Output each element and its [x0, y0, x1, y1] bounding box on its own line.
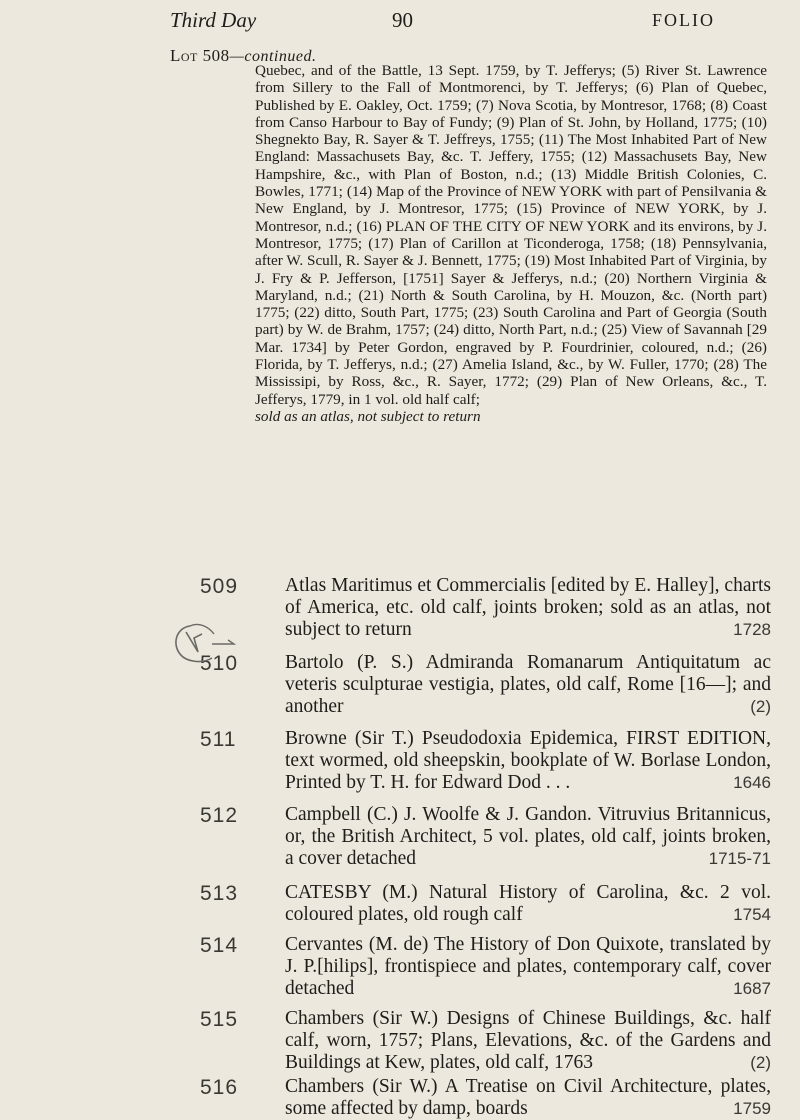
lot-number: 511 [200, 728, 237, 751]
lot-508-sold-note: sold as an atlas, not subject to return [255, 407, 481, 425]
lot-number: 510 [200, 652, 239, 675]
lot-date: 1715-71 [708, 849, 771, 868]
lot-number: 513 [200, 882, 239, 905]
lot-date: 1759 [733, 1099, 771, 1118]
lot-date: 1754 [733, 905, 771, 924]
lot-text: Bartolo (P. S.) Admiranda Romanarum Antiquitatum ac veteris sculpturae vestigia, plates, old calf, Rome [16—]; and another [285, 652, 771, 717]
lot-text: Browne (Sir T.) Pseudodoxia Epidemica, FIRST EDITION, text wormed, old sheepskin, bookplate of W. Borlase London, Printed by T. H. for Edward Dod . . . [285, 728, 771, 793]
lot-description [285, 728, 771, 794]
lot-description [285, 575, 771, 641]
lot-text: Chambers (Sir W.) Designs of Chinese Buildings, &c. half calf, worn, 1757; Plans, Elevations, &c. of the Gardens and Buildings at Kew, plates, old calf, 1763 [285, 1008, 771, 1073]
lot-description [285, 652, 771, 718]
lot-description [285, 934, 771, 1000]
lot-number: 514 [200, 934, 239, 957]
lot-number: 509 [200, 575, 239, 598]
running-head-day: Third Day [170, 8, 257, 32]
lot-description [285, 1076, 771, 1120]
lot-text: Campbell (C.) J. Woolfe & J. Gandon. Vitruvius Britannicus, or, the British Architect, 5 vol. plates, old calf, joints broken, a cover detached [285, 804, 771, 869]
lot-date: 1687 [733, 979, 771, 998]
lot-number: 515 [200, 1008, 239, 1031]
lot-text: Cervantes (M. de) The History of Don Quixote, translated by J. P.[hilips], frontispiece and plates, contemporary calf, cover detached [285, 934, 771, 999]
pencil-margin-mark [168, 614, 238, 670]
lot-date: (2) [750, 697, 771, 716]
lot-description [285, 1008, 771, 1074]
lot-description [285, 804, 771, 870]
lot-date: 1646 [733, 773, 771, 792]
lot-date: 1728 [733, 620, 771, 639]
lot-508-continued: —continued. [229, 48, 317, 65]
lot-text: Chambers (Sir W.) A Treatise on Civil Architecture, plates, some affected by damp, boards [285, 1076, 771, 1119]
lot-text: Atlas Maritimus et Commercialis [edited by E. Halley], charts of America, etc. old calf, joints broken; sold as an atlas, not subject to return [285, 575, 771, 640]
lot-number: 516 [200, 1076, 239, 1099]
lot-508-label-text: Lot 508 [170, 46, 230, 65]
running-head [0, 8, 800, 38]
lot-508-description [255, 62, 767, 425]
lot-description [285, 882, 771, 926]
page-number: 90 [392, 8, 413, 32]
lot-text: CATESBY (M.) Natural History of Carolina, &c. 2 vol. coloured plates, old rough calf [285, 882, 771, 925]
running-head-folio: FOLIO [652, 10, 715, 30]
lot-508-text: Quebec, and of the Battle, 13 Sept. 1759, by T. Jefferys; (5) River St. Lawrence from Sillery to the Fall of Montmorenci, by T. Jefferys; (6) Plan of Quebec, Published by E. Oakley, Oct. 1759; (7) Nova Scotia, by Montresor, 1768; (8) Coast from Canso Harbour to Bay of Fundy; (9) Plan of St. John, by Holland, 1775; (10) Shegnekto Bay, R. Sayer & T. Jeffreys, 1755; (11) The Most Inhabited Part of New England: Massachusets Bay, &c. T. Jeffery, 1755; (12) Massachusets Bay, New Hampshire, &c., with Plan of Boston, n.d.; (13) Middle British Colonies, C. Bowles, 1771; (14) Map of the Province of NEW YORK with part of Pensilvania & New England, by J. Montresor, 1775; (15) Province of NEW YORK, by J. Montresor, n.d.; (16) PLAN OF THE CITY OF NEW YORK and its environs, by J. Montresor, 1775; (17) Plan of Carillon at Ticonderoga, 1758; (18) Pennsylvania, after W. Scull, R. Sayer & J. Bennett, 1775; (19) Most Inhabited Part of Virginia, by J. Fry & P. Jefferson, [1751] Sayer & Jefferys, n.d.; (20) Northern Virginia & Maryland, n.d.; (21) North & South Carolina, by H. Mouzon, &c. (North part) 1775; (22) ditto, South Part, 1775; (23) South Carolina and Part of Georgia (South part) by W. de Brahm, 1757; (24) ditto, North Part, n.d.; (25) View of Savannah [29 Mar. 1734] by Peter Gordon, engraved by P. Fourdrinier, coloured, n.d.; (26) Florida, by T. Jefferys, n.d.; (27) Amelia Island, &c., by W. Fuller, 1770; (28) The Mississipi, by Ross, &c., R. Sayer, 1772; (29) Plan of New Orleans, &c., T. Jefferys, 1779, in 1 vol. old half calf; [255, 62, 767, 408]
lot-date: (2) [750, 1053, 771, 1072]
lot-number: 512 [200, 804, 239, 827]
